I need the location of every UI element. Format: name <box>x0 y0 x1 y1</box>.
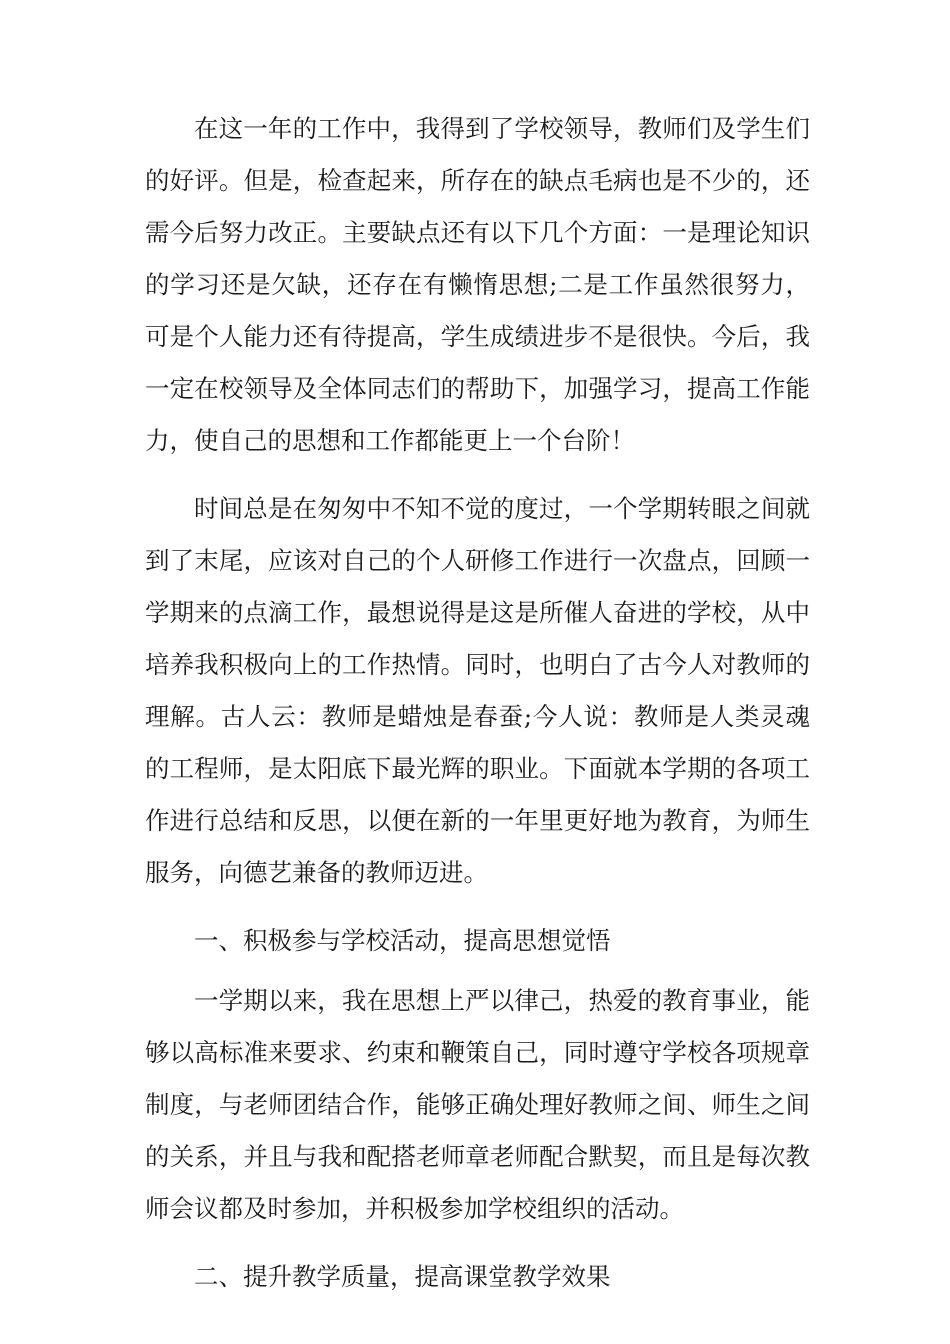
paragraph-semester-review: 时间总是在匆匆中不知不觉的度过，一个学期转眼之间就到了末尾，应该对自己的个人研修工作进行一次盘点，回顾一学期来的点滴工作，最想说得是这是所催人奋进的学校，从中培养我积极向上的工作热情。同时，也明白了古今人对教师的理解。古人云：教师是蜡烛是春蚕;今人说：教师是人类灵魂的工程师，是太阳底下最光辉的职业。下面就本学期的各项工作进行总结和反思，以便在新的一年里更好地为教育，为师生服务，向德艺兼备的教师迈进。 <box>145 494 810 887</box>
paragraph-activities: 一学期以来，我在思想上严以律己，热爱的教育事业，能够以高标准来要求、约束和鞭策自己，同时遵守学校各项规章制度，与老师团结合作，能够正确处理好教师之间、师生之间的关系，并且与我和配搭老师章老师配合默契，而且是每次教师会议都及时参加，并积极参加学校组织的活动。 <box>145 986 810 1223</box>
paragraph-self-evaluation: 在这一年的工作中，我得到了学校领导，教师们及学生们的好评。但是，检查起来，所存在的缺点毛病也是不少的，还需今后努力改正。主要缺点还有以下几个方面：一是理论知识的学习还是欠缺，还存在有懒惰思想;二是工作虽然很努力，可是个人能力还有待提高，学生成绩进步不是很快。今后，我一定在校领导及全体同志们的帮助下，加强学习，提高工作能力，使自己的思想和工作都能更上一个台阶！ <box>145 114 810 455</box>
document-body <box>145 103 810 1311</box>
section-heading-activities: 一、积极参与学校活动，提高思想觉悟 <box>194 926 611 955</box>
section-heading-teaching-quality: 二、提升教学质量，提高课堂教学效果 <box>194 1262 611 1291</box>
